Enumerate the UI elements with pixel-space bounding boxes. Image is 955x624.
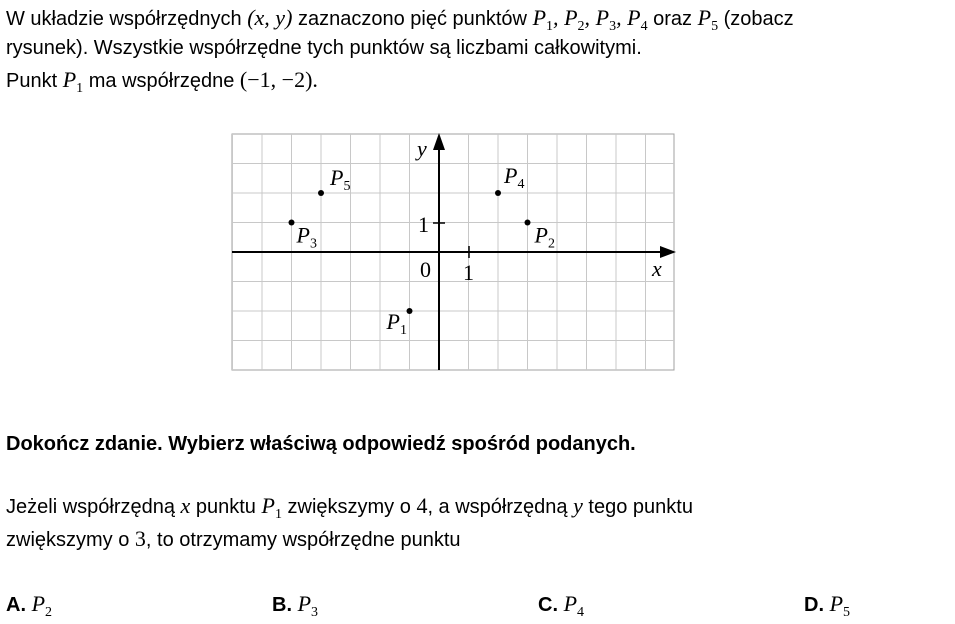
- var-x: x: [180, 493, 191, 518]
- question-text: Jeżeli współrzędną: [6, 496, 175, 518]
- point-marker: [495, 190, 501, 196]
- point-name-label: $P_1$: [386, 309, 407, 338]
- intro-text: W układzie współrzędnych: [6, 8, 242, 30]
- x-unit-label: 1: [463, 260, 474, 285]
- x-axis-label: x: [652, 256, 662, 281]
- option-value: $P_3$: [297, 591, 319, 620]
- instruction: Dokończ zdanie. Wybierz właściwą odpowiedź spośród podanych.: [6, 433, 636, 455]
- question-text: tego punktu: [588, 496, 693, 518]
- option-letter: C.: [538, 594, 558, 616]
- intro-line-2: rysunek). Wszystkie współrzędne tych punktów są liczbami całkowitymi.: [6, 37, 642, 59]
- question-text: zwiększymy o: [287, 496, 411, 518]
- point-marker: [289, 220, 295, 226]
- number-4: 4: [416, 493, 428, 518]
- intro-text: zaznaczono pięć punktów: [297, 8, 528, 30]
- option-letter: B.: [272, 594, 292, 616]
- origin-label: 0: [420, 257, 431, 282]
- intro-text: ma współrzędne: [88, 70, 235, 92]
- point-marker: [318, 190, 324, 196]
- option-c[interactable]: [538, 591, 584, 618]
- coords-xy: (x, y): [247, 5, 293, 30]
- number-3: 3: [134, 526, 146, 551]
- option-d[interactable]: [804, 591, 850, 618]
- point-name-label: $P_5$: [330, 165, 351, 194]
- option-value: $P_5$: [829, 591, 851, 620]
- point-label: $P_4$: [627, 5, 648, 34]
- point-name-label: $P_3$: [296, 222, 317, 252]
- intro-text: (zobacz: [723, 8, 794, 30]
- point-label: $P_5$: [697, 5, 719, 34]
- intro-text: oraz: [653, 8, 693, 30]
- question-text: , to otrzymamy współrzędne punktu: [145, 529, 461, 551]
- point-label: $P_1$: [62, 67, 84, 96]
- y-unit-label: 1: [418, 212, 429, 237]
- question-text: , a współrzędną: [427, 496, 568, 518]
- question-text: punktu: [195, 496, 256, 518]
- option-b[interactable]: [272, 591, 318, 618]
- option-letter: A.: [6, 594, 26, 616]
- option-letter: D.: [804, 594, 824, 616]
- y-axis-label: y: [417, 136, 427, 161]
- question-text: zwiększymy o: [6, 529, 130, 551]
- question-line-1: [6, 493, 693, 522]
- point-label: $P_2$,: [564, 5, 591, 34]
- point-marker: [525, 220, 531, 226]
- var-y: y: [573, 493, 583, 518]
- coords-p1: (−1, −2).: [239, 67, 318, 92]
- point-label: $P_1$,: [532, 5, 559, 34]
- point-label: $P_3$,: [595, 5, 622, 34]
- point-marker: [407, 308, 413, 314]
- intro-text: Punkt: [6, 70, 58, 92]
- option-a[interactable]: [6, 591, 52, 618]
- option-value: $P_4$: [563, 591, 585, 620]
- point-name-label: $P_4$: [504, 163, 525, 192]
- question-line-2: [6, 527, 461, 552]
- option-value: $P_2$: [31, 591, 53, 620]
- point-name-label: $P_2$: [534, 222, 555, 252]
- point-label: $P_1$: [261, 493, 282, 522]
